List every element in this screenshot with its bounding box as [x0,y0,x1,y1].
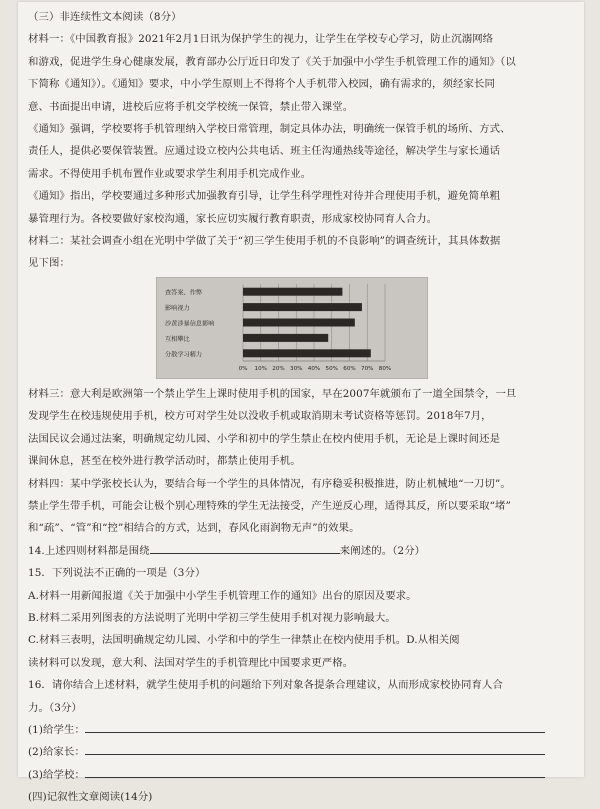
x-tick-label: 50% [325,365,338,372]
text-line: 暴管理行为。各校要做好家校沟通，家长应切实履行教育职责，形成家校协同育人合力。 [28,212,438,225]
section-title: （三）非连续性文本阅读（8分） [28,11,182,23]
q16-item-label: (3)给学校： [28,768,85,781]
category-label: 互相攀比 [165,335,190,343]
text-line: 法国民议会通过法案，明确规定幼儿园、小学和初中的学生禁止在校内使用手机，无论是上课时间还是 [28,432,501,445]
material-one [28,28,576,274]
q15-option: C.材料三表明，法国明确规定幼儿园、小学和中的学生一律禁止在校内使用手机。D.从相关阅 [28,634,460,647]
q14-prefix: 14.上述四则材料都是围绕 [28,544,150,557]
x-tick-label: 70% [361,365,374,372]
text-line: 材料四：某中学张校长认为，要结合每一个学生的具体情况，有序稳妥积极推进，防止机械地“一刀切”。 [28,477,511,490]
q14-answer-blank[interactable] [150,541,340,554]
text-line: 禁止学生带手机，可能会让极个别心理特殊的学生无法接受，产生逆反心理，适得其反，所以要采取“堵” [28,499,511,512]
x-tick-label: 60% [343,365,356,372]
q16-item-label: (2)给家长： [28,746,85,759]
q16-item-school [28,764,576,786]
q16-stem: 16．请你结合上述材料，就学生使用手机的问题给下列对象各提条合理建议，从而形成家校协同育人合 [28,679,504,692]
text-line: 《通知》指出，学校要通过多种形式加强教育引导，让学生科学理性对待并合理使用手机，避免简单粗 [28,190,501,203]
x-tick-label: 40% [307,365,321,372]
text-line: 责任人，提供必要保管装置。应通过设立校内公共电话、班主任沟通热线等途径，解决学生与家长通话 [28,145,501,158]
bar [243,318,355,326]
x-tick-label: 30% [290,365,303,372]
bar-chart [157,278,427,378]
q16-stem: 力。（3分） [28,701,82,714]
text-line: 《通知》强调，学校要将手机管理纳入学校日常管理，制定具体办法，明确统一保管手机的场所、方式、 [28,123,511,136]
bar [243,303,362,311]
x-tick-label: 20% [272,365,285,372]
question-15 [28,562,576,674]
x-tick-label: 80% [378,365,392,372]
q16-answer-line[interactable] [85,720,545,733]
q15-stem: 15．下列说法不正确的一项是（3分） [28,567,206,580]
q15-option: B.材料二采用列图表的方法说明了光明中学初三学生使用手机对视力影响最大。 [28,611,396,624]
q15-option: 读材料可以发现，意大利、法国对学生的手机管理比中国要求更严格。 [28,656,354,669]
q16-answer-line[interactable] [85,742,545,755]
text-line: 下简称《通知》）。《通知》要求，中小学生原则上不得将个人手机带入校园，确有需求的，须经家长同 [28,78,495,91]
q16-item-students [28,719,576,741]
q16-answer-line[interactable] [85,765,545,778]
bar [243,288,342,296]
text-line: 材料三：意大利是欧洲第一个禁止学生上课时使用手机的国家，早在2007年就颁布了一道全国禁令，一旦 [28,387,517,400]
text-line: 和“疏”、“管”和“控”相结合的方式，达到，春风化雨润物无声”的效果。 [28,522,360,535]
x-tick-label: 10% [254,365,267,372]
category-label: 沙黄涉暴信息影响 [165,320,215,328]
question-14 [28,540,576,562]
q14-suffix: 来阐述的。（2分） [339,544,426,557]
bar [243,334,328,342]
bar [243,349,371,357]
next-section-title: (四)记叙性文章阅读(14分) [28,791,153,804]
question-16 [28,674,576,786]
q16-item-parents [28,741,576,763]
q16-item-label: (1)给学生： [28,723,85,736]
category-label: 影响视力 [165,304,190,312]
text-line: 意、书面提出申请，进校后应将手机交学校统一保管，禁止带入课堂。 [28,100,354,113]
x-tick-label: 0% [238,365,248,372]
text-line: 材料二：某社会调查小组在光明中学做了关于“初三学生使用手机的不良影响”的调查统计，其具体数据 [28,235,501,248]
category-label: 查答案、作弊 [165,289,203,297]
text-line: 和游戏，促进学生身心健康发展，教育部办公厅近日印发了《关于加强中小学生手机管理工作的通知》（以 [28,55,516,68]
text-line: 见下图： [28,257,70,270]
exam-page [18,2,584,804]
q15-option: A.材料一用新闻报道《关于加强中小学生手机管理工作的通知》出台的原因及要求。 [28,589,417,602]
bar-chart-figure [156,277,428,379]
text-line: 课间休息，甚至在校外进行教学活动时，都禁止使用手机。 [28,455,301,468]
material-three-four [28,383,576,540]
text-line: 材料一：《中国教育报》2021年2月1日讯为保护学生的视力，让学生在学校专心学习，防止沉溺网络 [28,33,494,46]
text-line: 需求。不得使用手机布置作业或要求学生利用手机完成作业。 [28,167,312,180]
category-label: 分散学习精力 [165,351,203,359]
text-line: 发现学生在校违规使用手机，校方可对学生处以没收手机或取消期末考试资格等惩罚。2018年7月， [28,410,492,423]
